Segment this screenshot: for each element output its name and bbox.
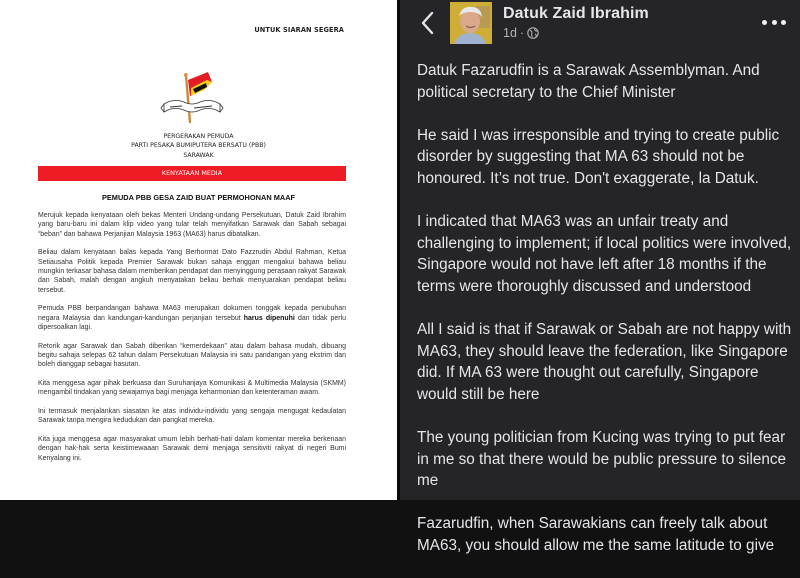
globe-icon	[527, 27, 539, 39]
pbb-flag-logo-icon	[160, 68, 224, 124]
chevron-left-icon	[418, 10, 438, 36]
post-meta	[503, 26, 539, 40]
org-line: PERGERAKAN PEMUDA	[163, 133, 234, 140]
meta-separator: ·	[519, 26, 525, 40]
document-paragraph: Merujuk kepada kenyataan oleh bekas Menteri Undang-undang Persekutuan, Datuk Zaid Ibrahim yang baru-baru ini dalam klip video yang tular telah menyifatkan Sarawak dan Sabah sebagai “beban” dan bahawa Perjanjian Malaysia 1963 (MA63) harus dibatalkan.	[38, 212, 346, 238]
post-paragraph: He said I was irresponsible and trying to create public disorder by suggesting that MA 63 should not be honoured. It’s not true. Don't exaggerate, la Datuk.	[417, 126, 780, 187]
post-paragraph: I indicated that MA63 was an unfair treaty and challenging to implement; if local politics were involved, Singapore would not have left after 18 months if the terms were thoroughly discussed and understood	[417, 213, 792, 295]
post-body	[417, 60, 792, 578]
document-paragraph: Retorik agar Sarawak dan Sabah diberikan “kemerdekaan” atau dalam bahasa mudah, dibuang begitu sahaja selepas 62 tahun dalam Persekutuan Malaysia ini satu pandangan yang ekstrim dan boleh dianggap sebagai hasutan.	[38, 342, 346, 369]
organization-heading	[0, 132, 397, 160]
document-paragraph: Kita juga menggesa agar masyarakat umum lebih berhati-hati dalam komentar mereka berkenaan dengan hak-hak serta keistimewaaan Sarawak demi menjaga sensitiviti rakyat di negeri Bumi Kenyalang ini.	[38, 435, 346, 462]
emphasis-text: harus dipenuhi	[243, 314, 295, 322]
author-name[interactable]: Datuk Zaid Ibrahim	[503, 5, 649, 22]
post-timestamp[interactable]: 1d	[503, 26, 517, 40]
document-title: PEMUDA PBB GESA ZAID BUAT PERMOHONAN MAAF	[101, 193, 296, 202]
author-avatar[interactable]	[450, 2, 492, 44]
post-paragraph: Datuk Fazarudfin is a Sarawak Assemblyman. And political secretary to the Chief Minister	[417, 62, 760, 101]
more-horizontal-icon	[762, 20, 767, 25]
media-statement-banner: KENYATAAN MEDIA	[38, 166, 346, 181]
document-paragraph: Ini termasuk menjalankan siasatan ke atas individu-individu yang sengaja mengugat kedaulatan Sarawak tanpa mengira kedudukan dan pangkat mereka.	[38, 407, 346, 425]
post-paragraph: The young politician from Kucing was trying to put fear in me so that there would be public pressure to silence me	[417, 429, 787, 490]
paragraph-text: dan tidak perlu dipersoalkan lagi.	[38, 314, 346, 332]
post-paragraph: All I said is that if Sarawak or Sabah are not happy with MA63, they should leave the federation, like Singapore did. If MA 63 were thought out carefully, Singapore would still be here	[417, 321, 792, 403]
more-horizontal-icon	[772, 20, 777, 25]
more-horizontal-icon	[781, 20, 786, 25]
back-button[interactable]	[418, 10, 438, 36]
release-tag: UNTUK SIARAN SEGERA	[254, 26, 344, 34]
org-line: SARAWAK	[183, 151, 214, 159]
document-paragraph: Kita menggesa agar pihak berkuasa dan Suruhanjaya Komunikasi & Multimedia Malaysia (SKMM) mengambil tindakan yang sewajarnya bagi menjaga keharmonian dan ketenteraman awam.	[38, 380, 346, 397]
document-body	[38, 211, 346, 472]
paragraph-text: Pemuda PBB berpandangan bahawa MA63 merupakan dokumen tonggak kepada penubuhan negara Malaysia dan kandungan-kandungan perjanjian tersebut	[38, 305, 346, 322]
org-line: PARTI PESAKA BUMIPUTERA BERSATU (PBB)	[131, 142, 266, 150]
more-options-button[interactable]	[762, 14, 786, 30]
social-post	[400, 0, 800, 555]
press-release-document	[0, 0, 397, 500]
post-paragraph: Fazarudfin, when Sarawakians can freely talk about MA63, you should allow me the same latitude to give	[417, 515, 775, 555]
document-paragraph: Beliau dalam kenyataan balas kepada Yang Berhormat Dato Fazzrudin Abdul Rahman, Ketua Setiausaha Politik kepada Premier Sarawak bukan sahaja enggan mengakui bahawa beliau mungkin terkasar bahasa dalam memberikan pendapat dan menyinggung perasaan rakyat Sarawak dan Sabah, malah dengan angkuh menyatakan beliau berhak menyuarakan pendapat beliau tersebut.	[38, 249, 346, 294]
document-paragraph	[38, 304, 346, 332]
